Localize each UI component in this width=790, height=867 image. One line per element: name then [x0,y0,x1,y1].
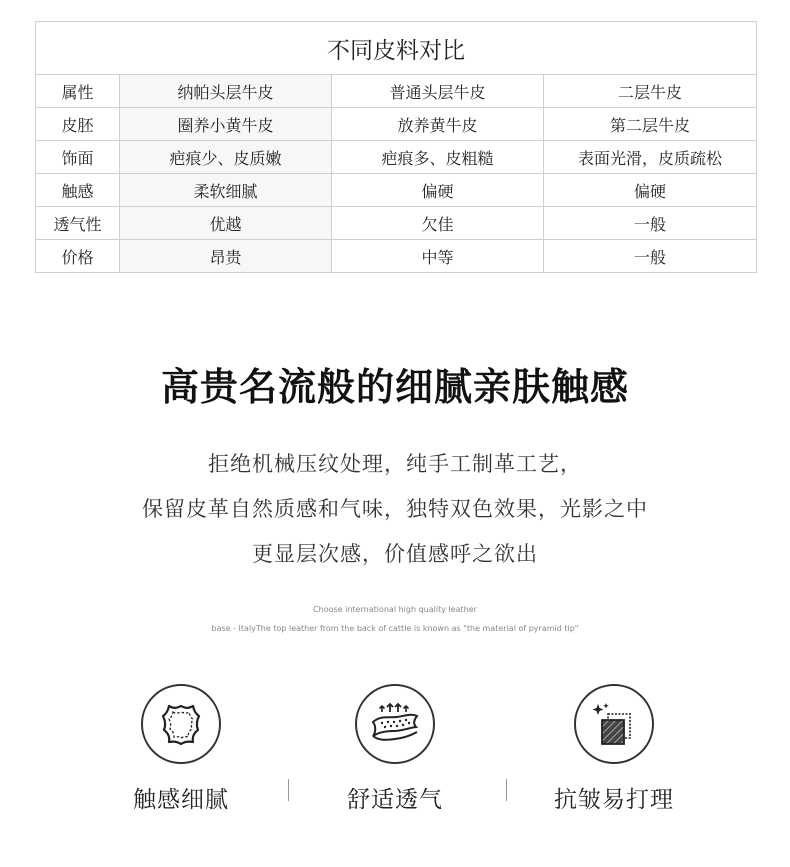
table-cell: 圈养小黄牛皮 [120,108,332,141]
feature-label: 触感细腻 [133,787,229,813]
table-row [36,240,757,273]
table-row [36,207,757,240]
table-cell: 偏硬 [332,174,544,207]
anti-wrinkle-fabric-icon [574,684,654,764]
table-cell: 优越 [120,207,332,240]
table-cell: 表面光滑，皮质疏松 [544,141,757,174]
comparison-table [35,21,756,273]
divider [506,779,507,801]
feature-label: 舒适透气 [347,787,443,813]
divider [288,779,289,801]
row-label: 价格 [36,240,120,273]
feature-anti-wrinkle [514,684,714,814]
table-row [36,108,757,141]
description-line: 拒绝机械压纹处理，纯手工制革工艺， [208,452,582,476]
row-label: 触感 [36,174,120,207]
table-cell: 昂贵 [120,240,332,273]
table-cell: 第二层牛皮 [544,108,757,141]
table-title: 不同皮料对比 [36,22,757,75]
table-cell: 偏硬 [544,174,757,207]
english-caption: base - ItalyThe top leather from the back of cattle is known as "the material of pyramid tip" [211,624,579,633]
table-cell: 疤痕多、皮粗糙 [332,141,544,174]
feature-label: 抗皱易打理 [554,787,674,813]
description-line: 更显层次感，价值感呼之欲出 [252,542,538,566]
table-row [36,141,757,174]
description-line: 保留皮革自然质感和气味，独特双色效果，光影之中 [142,497,648,521]
row-label: 饰面 [36,141,120,174]
table-cell: 二层牛皮 [544,75,757,108]
row-label: 属性 [36,75,120,108]
table-cell: 欠佳 [332,207,544,240]
table-row [36,174,757,207]
table-cell: 疤痕少、皮质嫩 [120,141,332,174]
table-cell: 中等 [332,240,544,273]
table-cell: 一般 [544,240,757,273]
english-caption: Choose international high quality leather [313,605,477,614]
table-cell: 普通头层牛皮 [332,75,544,108]
leather-hide-icon [141,684,221,764]
table-cell: 纳帕头层牛皮 [120,75,332,108]
table-cell: 一般 [544,207,757,240]
breathable-layers-icon [355,684,435,764]
row-label: 透气性 [36,207,120,240]
table-row [36,75,757,108]
feature-breathable [295,684,495,814]
table-cell: 放养黄牛皮 [332,108,544,141]
table-cell: 柔软细腻 [120,174,332,207]
headline: 高贵名流般的细腻亲肤触感 [160,364,629,409]
row-label: 皮胚 [36,108,120,141]
feature-soft-touch [81,684,281,814]
